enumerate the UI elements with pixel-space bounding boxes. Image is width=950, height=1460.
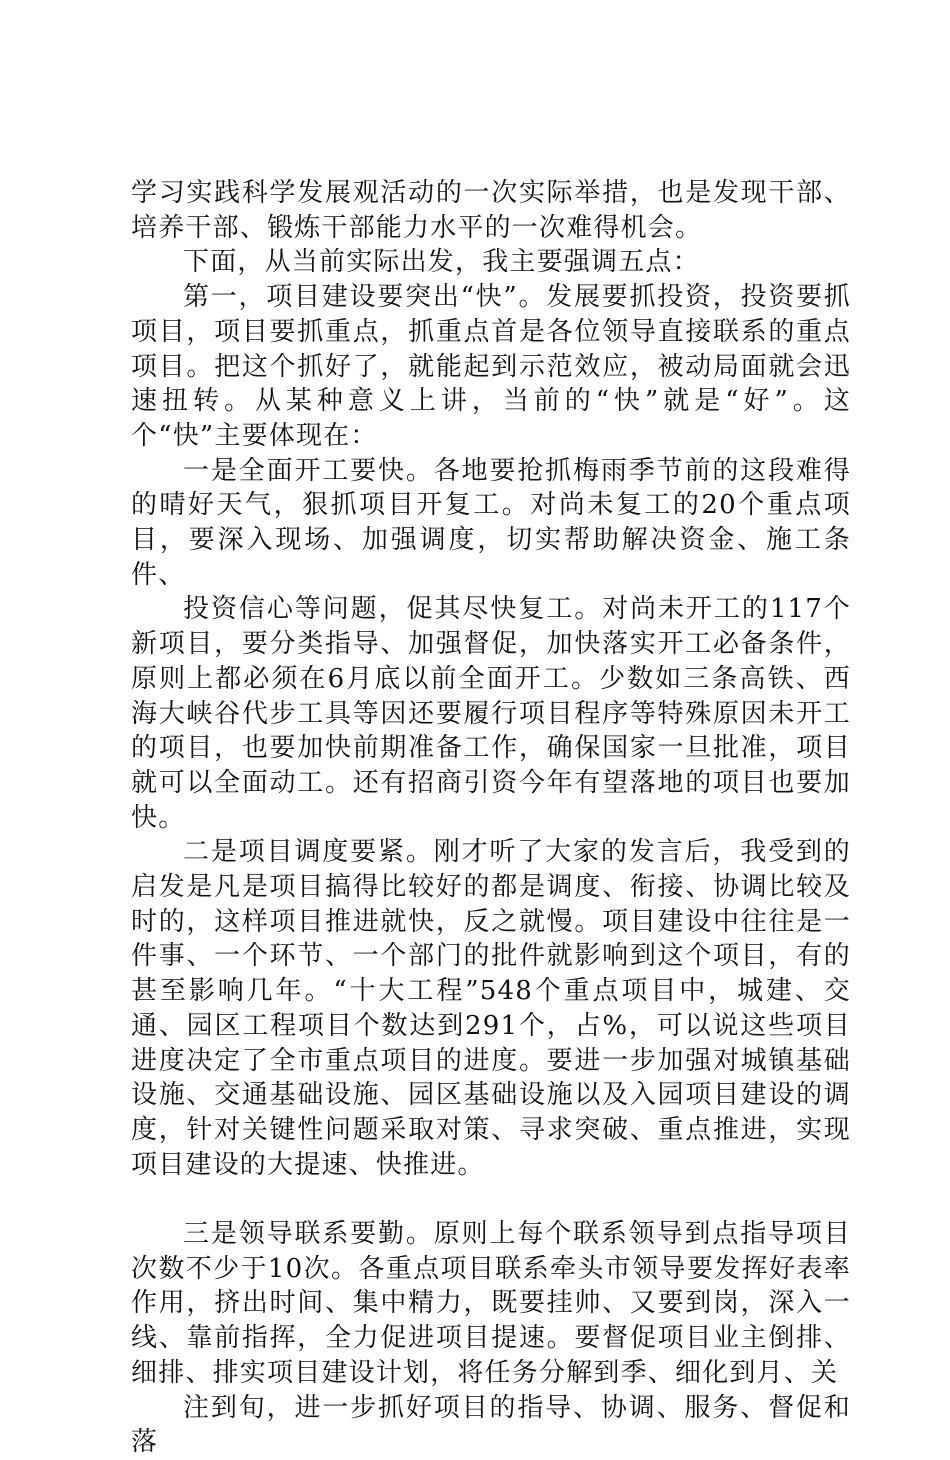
paragraph-point-one: 第一，项目建设要突出“快”。发展要抓投资，投资要抓项目，项目要抓重点，抓重点首是各位领导直接联系的重点项目。把这个抓好了，就能起到示范效应，被动局面就会迅速扭转。从某种意义上讲，当前的“快”就是“好”。这个“快”主要体现在： — [131, 282, 851, 451]
paragraph-full-start: 一是全面开工要快。各地要抢抓梅雨季节前的这段难得的晴好天气，狠抓项目开复工。对尚未复工的20个重点项目，要深入现场、加强调度，切实帮助解决资金、施工条件、 — [131, 455, 851, 590]
paragraph-leader-contact: 三是领导联系要勤。原则上每个联系领导到点指导项目次数不少于10次。各重点项目联系牵头市领导要发挥好表率作用，挤出时间、集中精力，既要挂帅、又要到岗，深入一线、靠前指挥，全力促进项目提速。要督促项目业主倒排、细排、排实项目建设计划，将任务分解到季、细化到月、关 — [131, 1219, 851, 1388]
paragraph-intro-continuation: 学习实践科学发展观活动的一次实际举措，也是发现干部、培养干部、锻炼干部能力水平的一次难得机会。 — [131, 178, 851, 243]
paragraph-full-start-continued: 投资信心等问题，促其尽快复工。对尚未开工的117个新项目，要分类指导、加强督促，加快落实开工必备条件，原则上都必须在6月底以前全面开工。少数如三条高铁、西海大峡谷代步工具等因还要履行项目程序等特殊原因未开工的项目，也要加快前期准备工作，确保国家一旦批准，项目就可以全面动工。还有招商引资今年有望落地的项目也要加快。 — [131, 594, 851, 833]
paragraph-leader-contact-continued: 注到旬，进一步抓好项目的指导、协调、服务、督促和落 — [131, 1392, 851, 1458]
paragraph-five-points-lead: 下面，从当前实际出发，我主要强调五点： — [183, 247, 700, 278]
document-body — [131, 176, 851, 1460]
paragraph-scheduling: 二是项目调度要紧。刚才听了大家的发言后，我受到的启发是凡是项目搞得比较好的都是调度、衔接、协调比较及时的，这样项目推进就快，反之就慢。项目建设中往往是一件事、一个环节、一个部门的批件就影响到这个项目，有的甚至影响几年。“十大工程”548个重点项目中，城建、交通、园区工程项目个数达到291个，占%，可以说这些项目进度决定了全市重点项目的进度。要进一步加强对城镇基础设施、交通基础设施、园区基础设施以及入园项目建设的调度，针对关键性问题采取对策、寻求突破、重点推进，实现项目建设的大提速、快推进。 — [131, 837, 851, 1180]
